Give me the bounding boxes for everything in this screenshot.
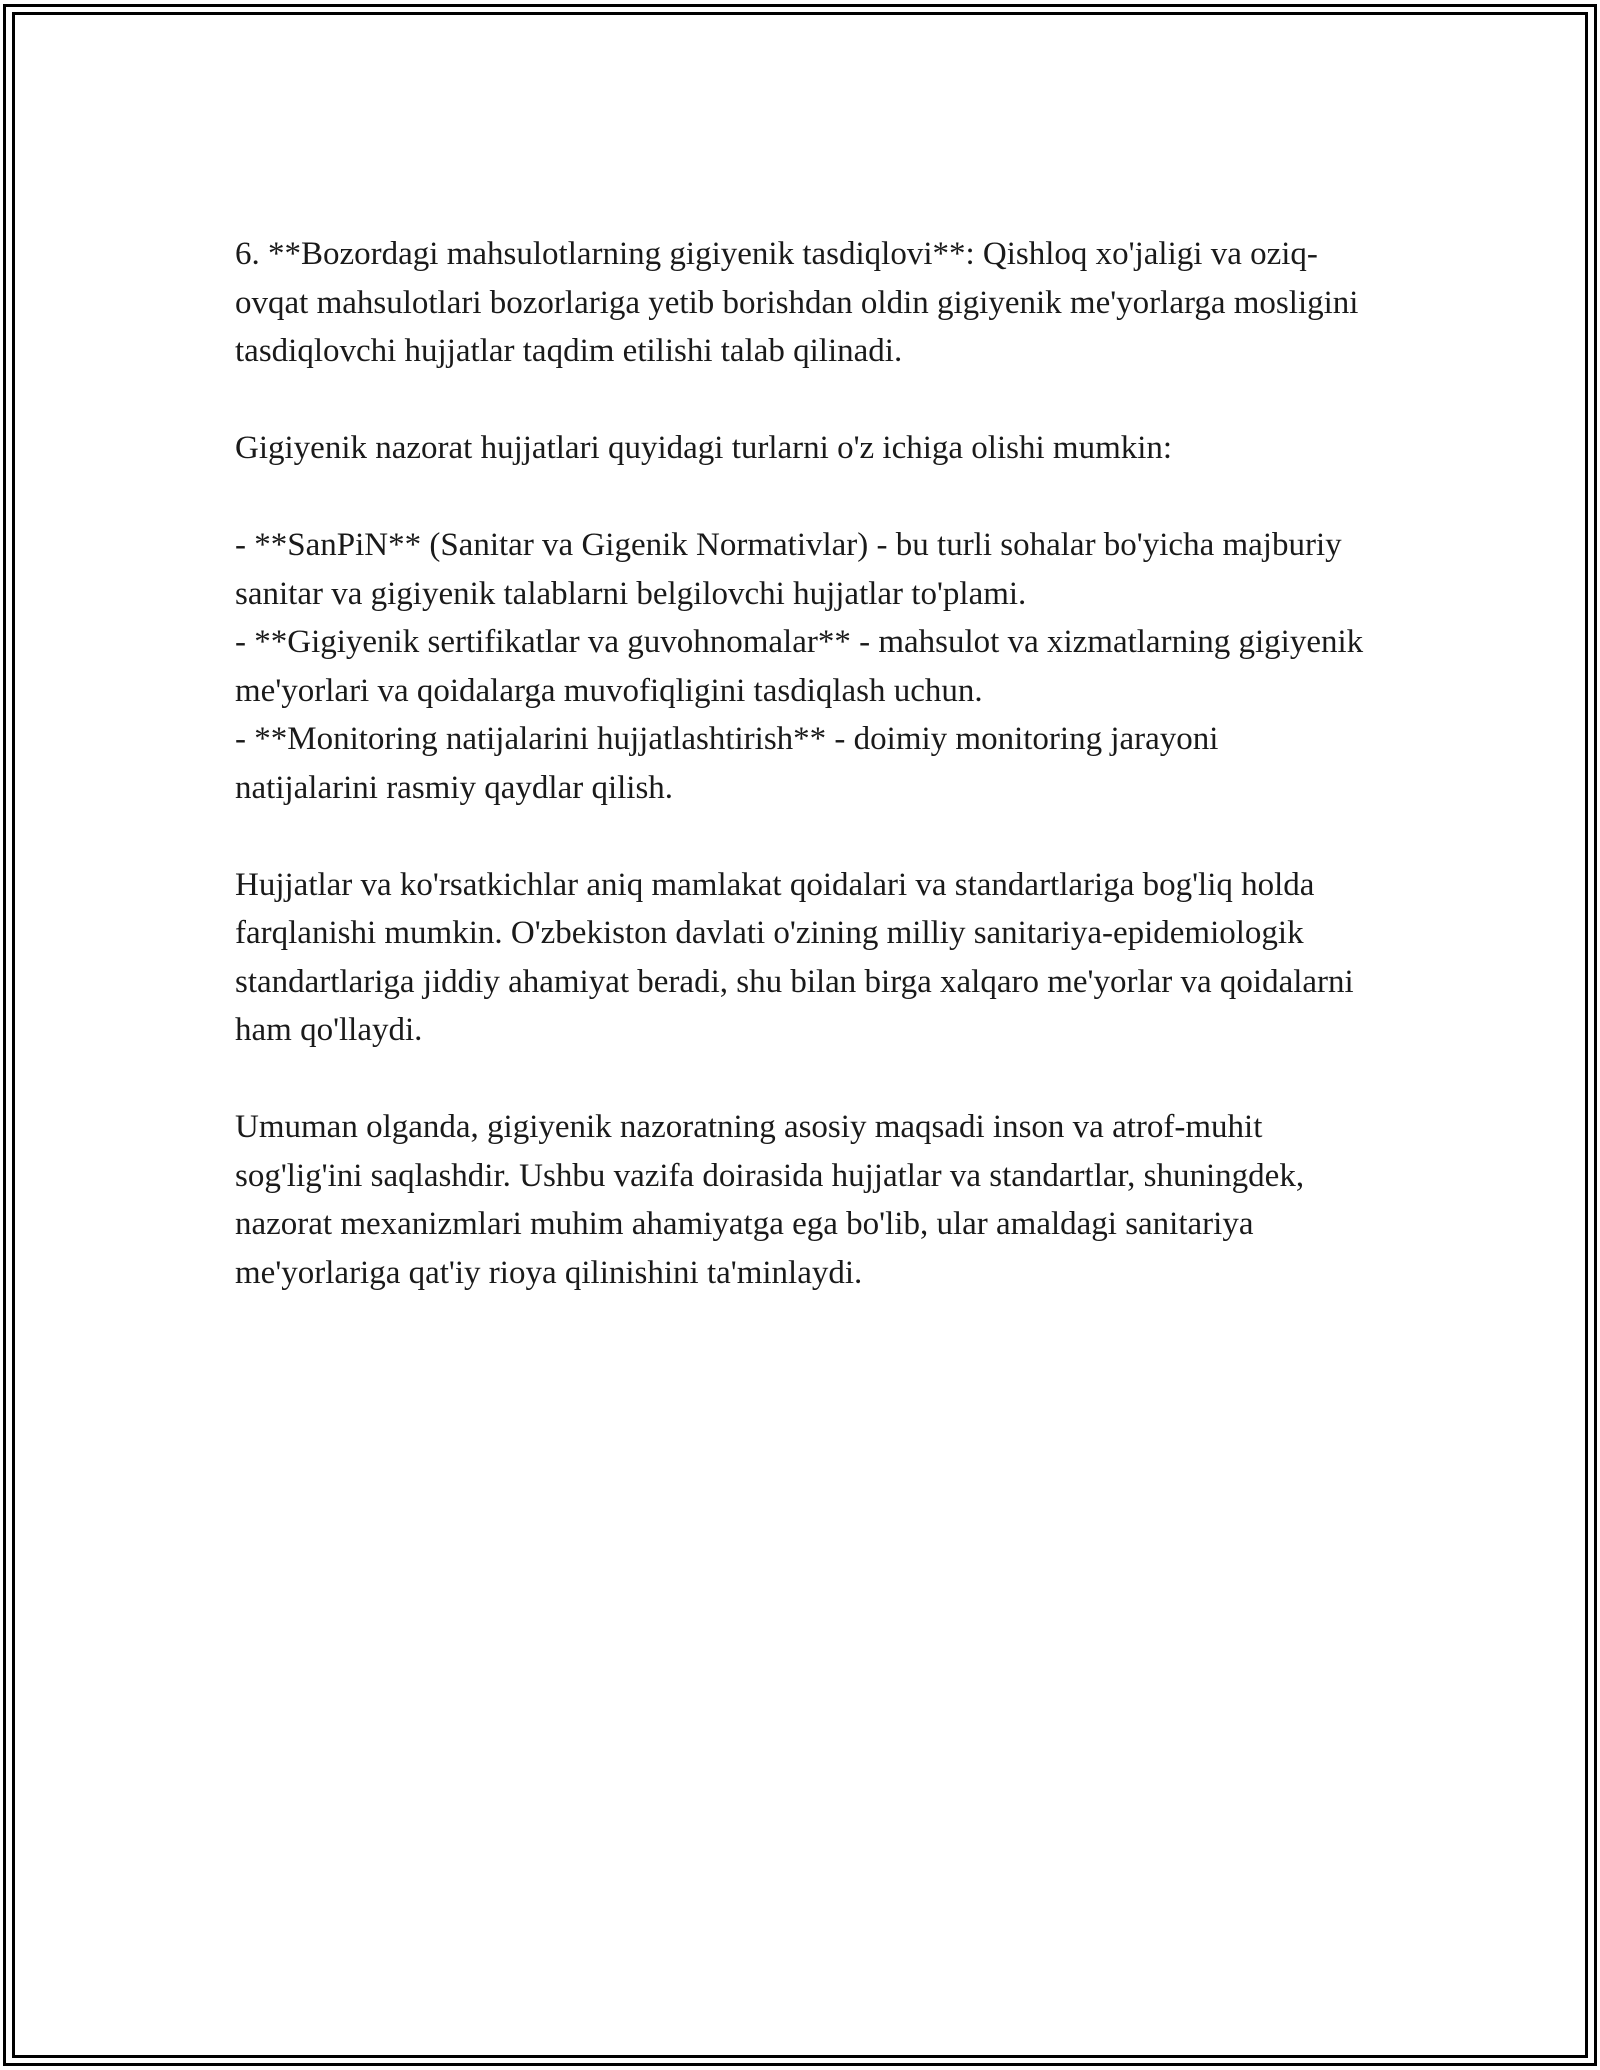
list-item-sanpin: - **SanPiN** (Sanitar va Gigenik Normativlar) - bu turli sohalar bo'yicha majburiy sanitar va gigiyenik talablarni belgilovchi hujjatlar to'plami. bbox=[235, 527, 1342, 612]
list-item-monitoring: - **Monitoring natijalarini hujjatlashtirish** - doimiy monitoring jarayoni natijalarini rasmiy qaydlar qilish. bbox=[235, 721, 1219, 806]
document-types-list bbox=[235, 521, 1365, 812]
paragraph-conclusion: Umuman olganda, gigiyenik nazoratning asosiy maqsadi inson va atrof-muhit sog'lig'ini saqlashdir. Ushbu vazifa doirasida hujjatlar va standartlar, shuningdek, nazorat mexanizmlari muhim ahamiyatga ega bo'lib, ular amaldagi sanitariya me'yorlariga qat'iy rioya qilinishini ta'minlaydi. bbox=[235, 1109, 1305, 1291]
paragraph-document-types-intro: Gigiyenik nazorat hujjatlari quyidagi turlarni o'z ichiga olishi mumkin: bbox=[235, 430, 1173, 466]
document-body bbox=[235, 230, 1365, 1346]
list-item-certificates: - **Gigiyenik sertifikatlar va guvohnomalar** - mahsulot va xizmatlarning gigiyenik me'yorlari va qoidalarga muvofiqligini tasdiqlash uchun. bbox=[235, 624, 1364, 709]
paragraph-market-hygiene-approval: 6. **Bozordagi mahsulotlarning gigiyenik tasdiqlovi**: Qishloq xo'jaligi va oziq-ovqat mahsulotlari bozorlariga yetib borishdan oldin gigiyenik me'yorlarga mosligini tasdiqlovchi hujjatlar taqdim etilishi talab qilinadi. bbox=[235, 236, 1359, 369]
paragraph-country-standards: Hujjatlar va ko'rsatkichlar aniq mamlakat qoidalari va standartlariga bog'liq holda farqlanishi mumkin. O'zbekiston davlati o'zining milliy sanitariya-epidemiologik standartlariga jiddiy ahamiyat beradi, shu bilan birga xalqaro me'yorlar va qoidalarni ham qo'llaydi. bbox=[235, 866, 1354, 1048]
